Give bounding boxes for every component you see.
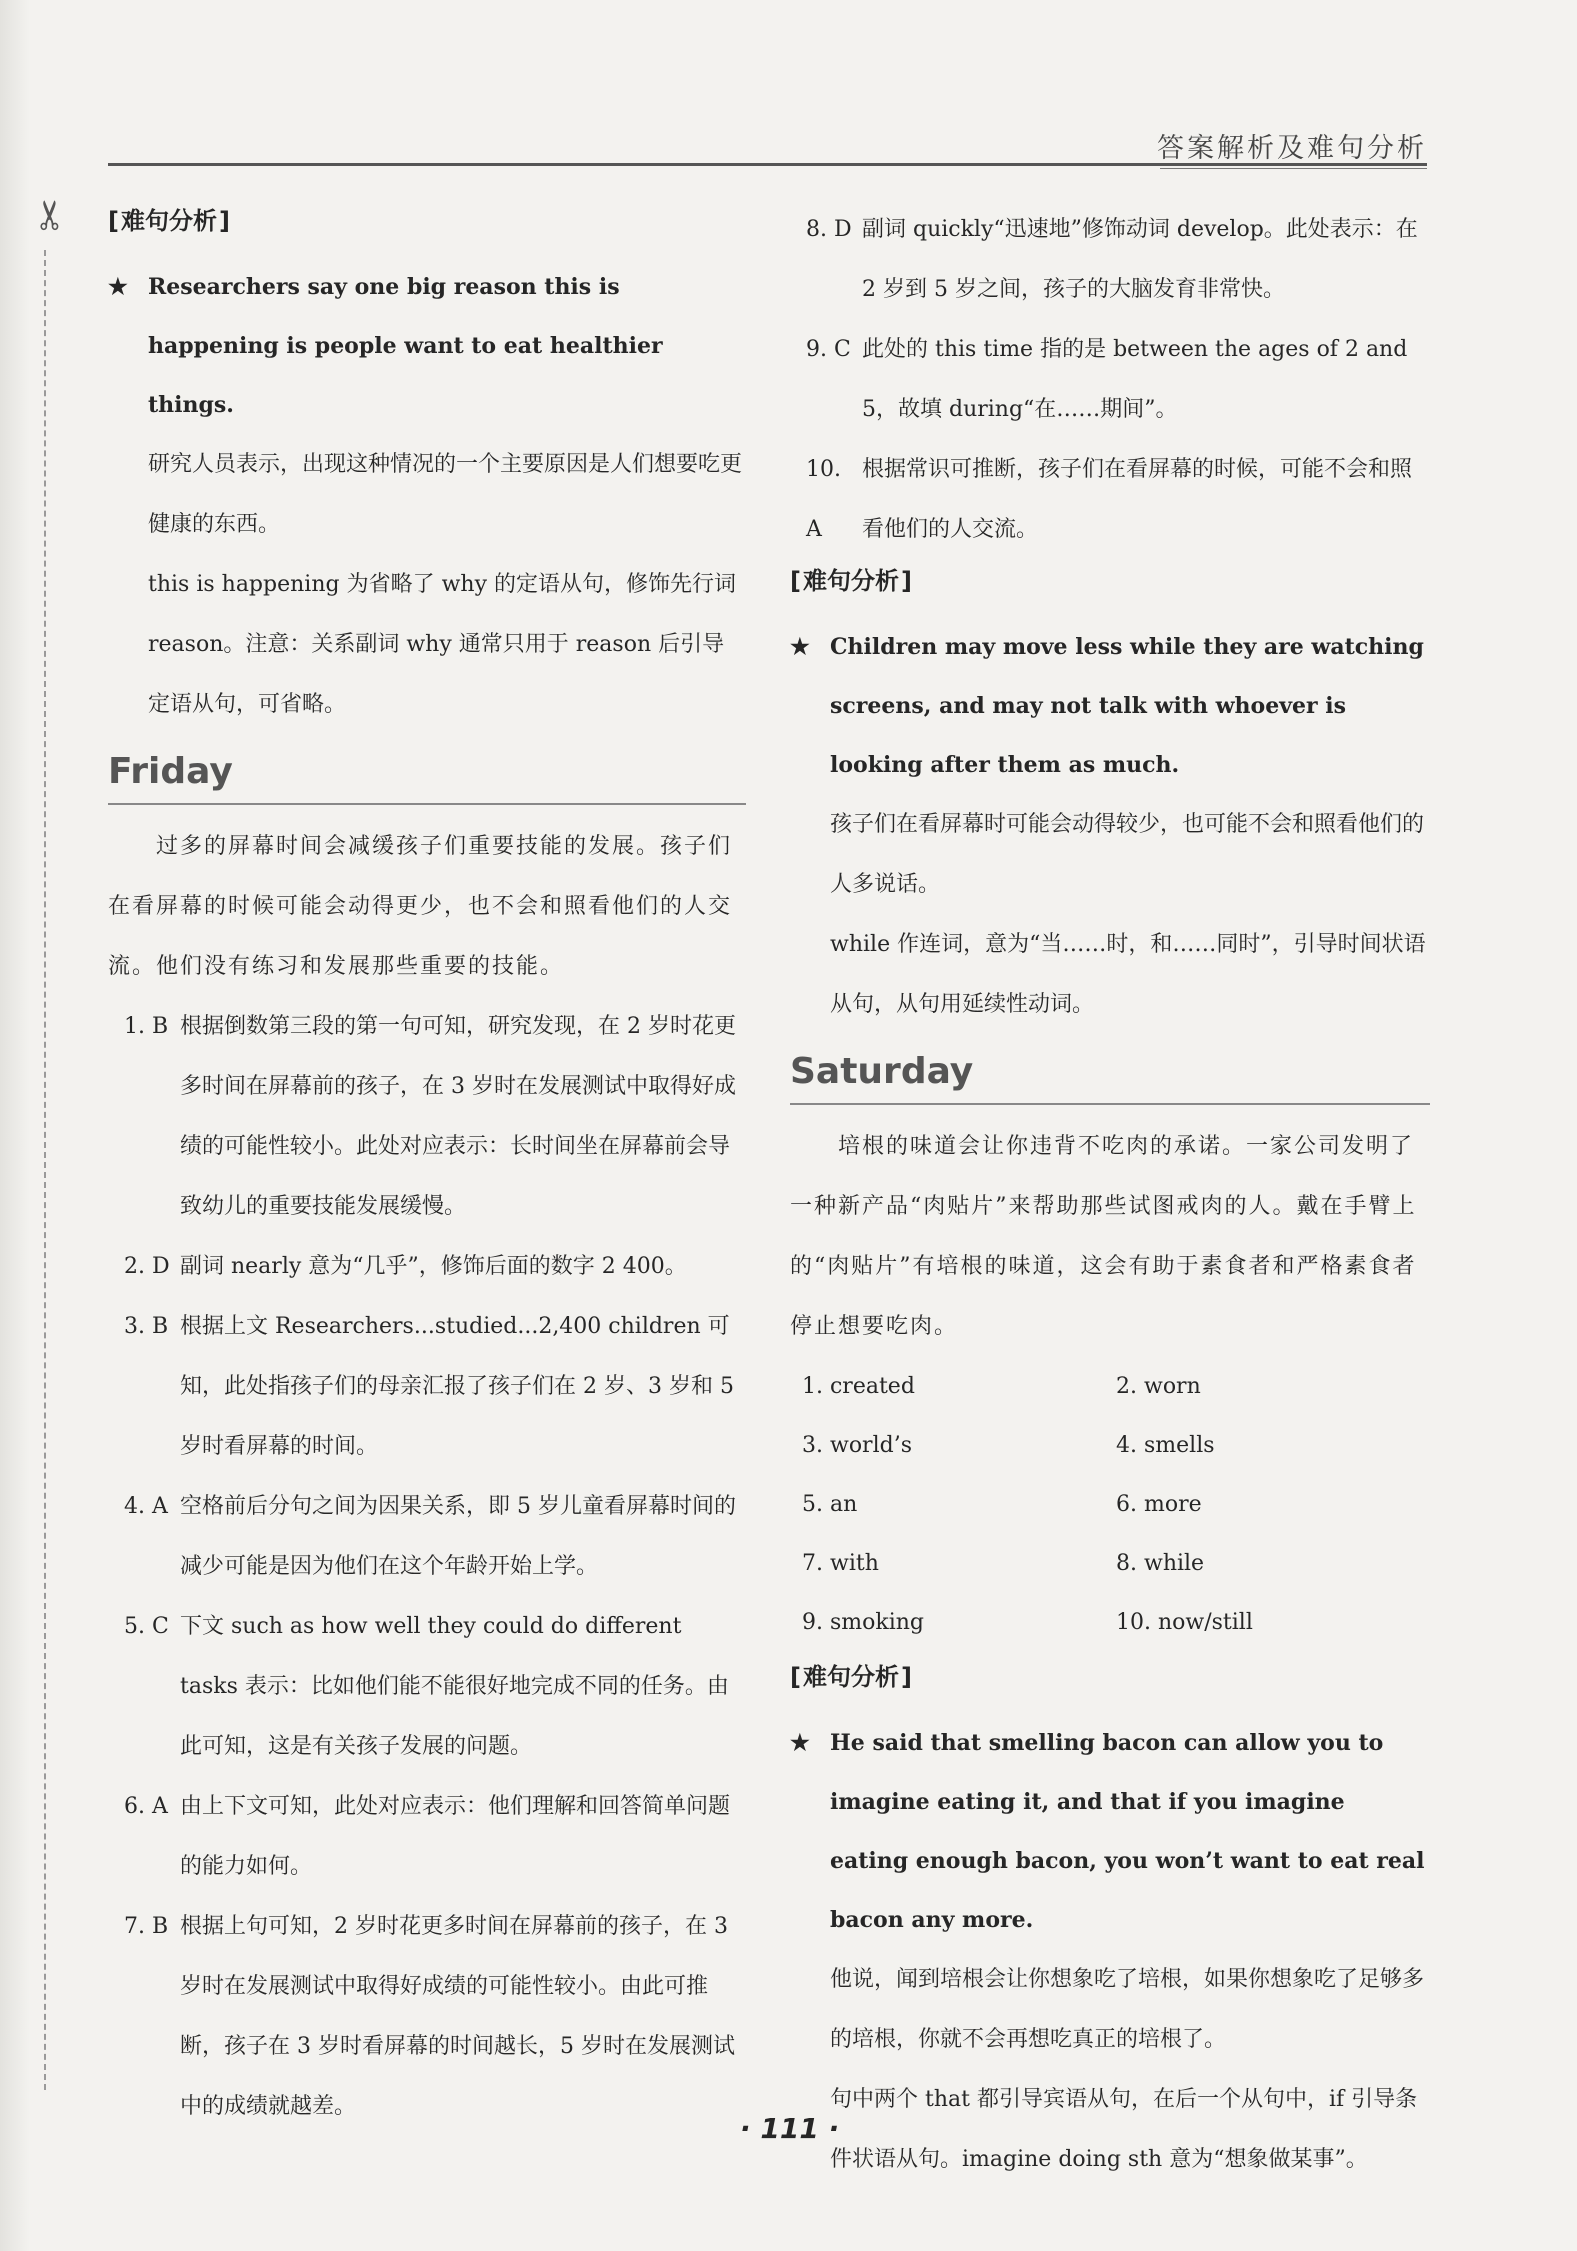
analysis-heading: [难句分析] bbox=[790, 567, 912, 595]
answer-item: 7. B 根据上句可知，2 岁时花更多时间在屏幕前的孩子，在 3 岁时在发展测试中取得好成绩的可能性较小。由此可推断，孩子在 3 岁时看屏幕的时间越长，5 岁时在发展测试中的成绩就越差。 bbox=[124, 1914, 735, 2119]
page-edge bbox=[0, 0, 30, 2251]
grid-answer: 8. while bbox=[1116, 1551, 1205, 1576]
answer-item: 10. A 根据常识可推断，孩子们在看屏幕的时候，可能不会和照看他们的人交流。 bbox=[806, 457, 1413, 542]
sentence-translation: 孩子们在看屏幕时可能会动得较少，也可能不会和照看他们的人多说话。 bbox=[830, 812, 1425, 897]
sentence-note: while 作连词，意为“当……时，和……同时”，引导时间状语从句，从句用延续性动词。 bbox=[830, 932, 1426, 1017]
answer-item: 3. B 根据上文 Researchers...studied...2,400 children 可知，此处指孩子们的母亲汇报了孩子们在 2 岁、3 岁和 5 岁时看屏幕的时间。 bbox=[124, 1314, 734, 1459]
key-sentence: ★ Researchers say one big reason this is happening is people want to eat healthier things. bbox=[108, 258, 746, 435]
sentence-translation: 他说，闻到培根会让你想象吃了培根，如果你想象吃了足够多的培根，你就不会再想吃真正的培根了。 bbox=[830, 1967, 1425, 2052]
grid-answer: 7. with bbox=[802, 1551, 879, 1576]
grid-answer: 6. more bbox=[1116, 1492, 1202, 1517]
friday-intro: 过多的屏幕时间会减缓孩子们重要技能的发展。孩子们在看屏幕的时候可能会动得更少，也不会和照看他们的人交流。他们没有练习和发展那些重要的技能。 bbox=[108, 834, 733, 979]
grid-answer: 2. worn bbox=[1116, 1374, 1201, 1399]
star-icon: ★ bbox=[108, 274, 128, 300]
analysis-heading: [难句分析] bbox=[108, 207, 230, 235]
left-column bbox=[108, 200, 746, 2137]
grid-answer: 9. smoking bbox=[802, 1610, 924, 1635]
answer-item: 8. D 副词 quickly“迅速地”修饰动词 develop。此处表示：在 2 岁到 5 岁之间，孩子的大脑发育非常快。 bbox=[806, 217, 1418, 302]
saturday-intro: 培根的味道会让你违背不吃肉的承诺。一家公司发明了一种新产品“肉贴片”来帮助那些试图戒肉的人。戴在手臂上的“肉贴片”有培根的味道，这会有助于素食者和严格素食者停止想要吃肉。 bbox=[790, 1134, 1417, 1339]
sentence-translation: 研究人员表示，出现这种情况的一个主要原因是人们想要吃更健康的东西。 bbox=[148, 452, 743, 537]
answer-item: 1. B 根据倒数第三段的第一句可知，研究发现，在 2 岁时花更多时间在屏幕前的孩子，在 3 岁时在发展测试中取得好成绩的可能性较小。此处对应表示：长时间坐在屏幕前会导致幼儿的重要技能发展缓慢。 bbox=[124, 1014, 736, 1219]
sentence-note: 句中两个 that 都引导宾语从句，在后一个从句中，if 引导条件状语从句。imagine doing sth 意为“想象做某事”。 bbox=[830, 2087, 1418, 2172]
answer-item: 9. C 此处的 this time 指的是 between the ages of 2 and 5，故填 during“在……期间”。 bbox=[806, 337, 1408, 422]
grid-answer: 4. smells bbox=[1116, 1433, 1215, 1458]
friday-answers bbox=[108, 997, 746, 2137]
section-title-friday: Friday bbox=[108, 745, 746, 805]
cut-line bbox=[44, 250, 46, 2090]
grid-answer: 1. created bbox=[802, 1374, 915, 1399]
answer-grid bbox=[790, 1357, 1430, 1652]
header-rule bbox=[108, 163, 1427, 166]
answer-item: 4. A 空格前后分句之间为因果关系，即 5 岁儿童看屏幕时间的减少可能是因为他们在这个年龄开始上学。 bbox=[124, 1494, 736, 1579]
key-sentence: ★ Children may move less while they are watching screens, and may not talk with whoever is looking after them as much. bbox=[790, 618, 1430, 795]
analysis-heading: [难句分析] bbox=[790, 1663, 912, 1691]
answer-item: 2. D 副词 nearly 意为“几乎”，修饰后面的数字 2 400。 bbox=[124, 1254, 687, 1279]
sentence-note: this is happening 为省略了 why 的定语从句，修饰先行词 reason。注意：关系副词 why 通常只用于 reason 后引导定语从句，可省略。 bbox=[148, 572, 736, 717]
key-sentence: ★ He said that smelling bacon can allow you to imagine eating it, and that if you imagine eating enough bacon, you won’t want to eat real bacon any more. bbox=[790, 1714, 1430, 1950]
header-title: 答案解析及难句分析 bbox=[1157, 133, 1427, 164]
star-icon: ★ bbox=[790, 634, 810, 660]
right-column bbox=[790, 200, 1430, 2190]
page-number: · 111 · bbox=[740, 2112, 840, 2145]
grid-answer: 10. now/still bbox=[1116, 1610, 1253, 1635]
section-title-saturday: Saturday bbox=[790, 1045, 1430, 1105]
header-rule-thin bbox=[1160, 168, 1427, 169]
star-icon: ★ bbox=[790, 1730, 810, 1756]
scissors-icon: ✂ bbox=[27, 198, 74, 232]
answer-item: 6. A 由上下文可知，此处对应表示：他们理解和回答简单问题的能力如何。 bbox=[124, 1794, 731, 1879]
grid-answer: 5. an bbox=[802, 1492, 858, 1517]
answer-item: 5. C 下文 such as how well they could do different tasks 表示：比如他们能不能很好地完成不同的任务。由此可知，这是有关孩子发展的问题。 bbox=[124, 1614, 729, 1759]
grid-answer: 3. world’s bbox=[802, 1433, 912, 1458]
answers-continued bbox=[790, 200, 1430, 560]
